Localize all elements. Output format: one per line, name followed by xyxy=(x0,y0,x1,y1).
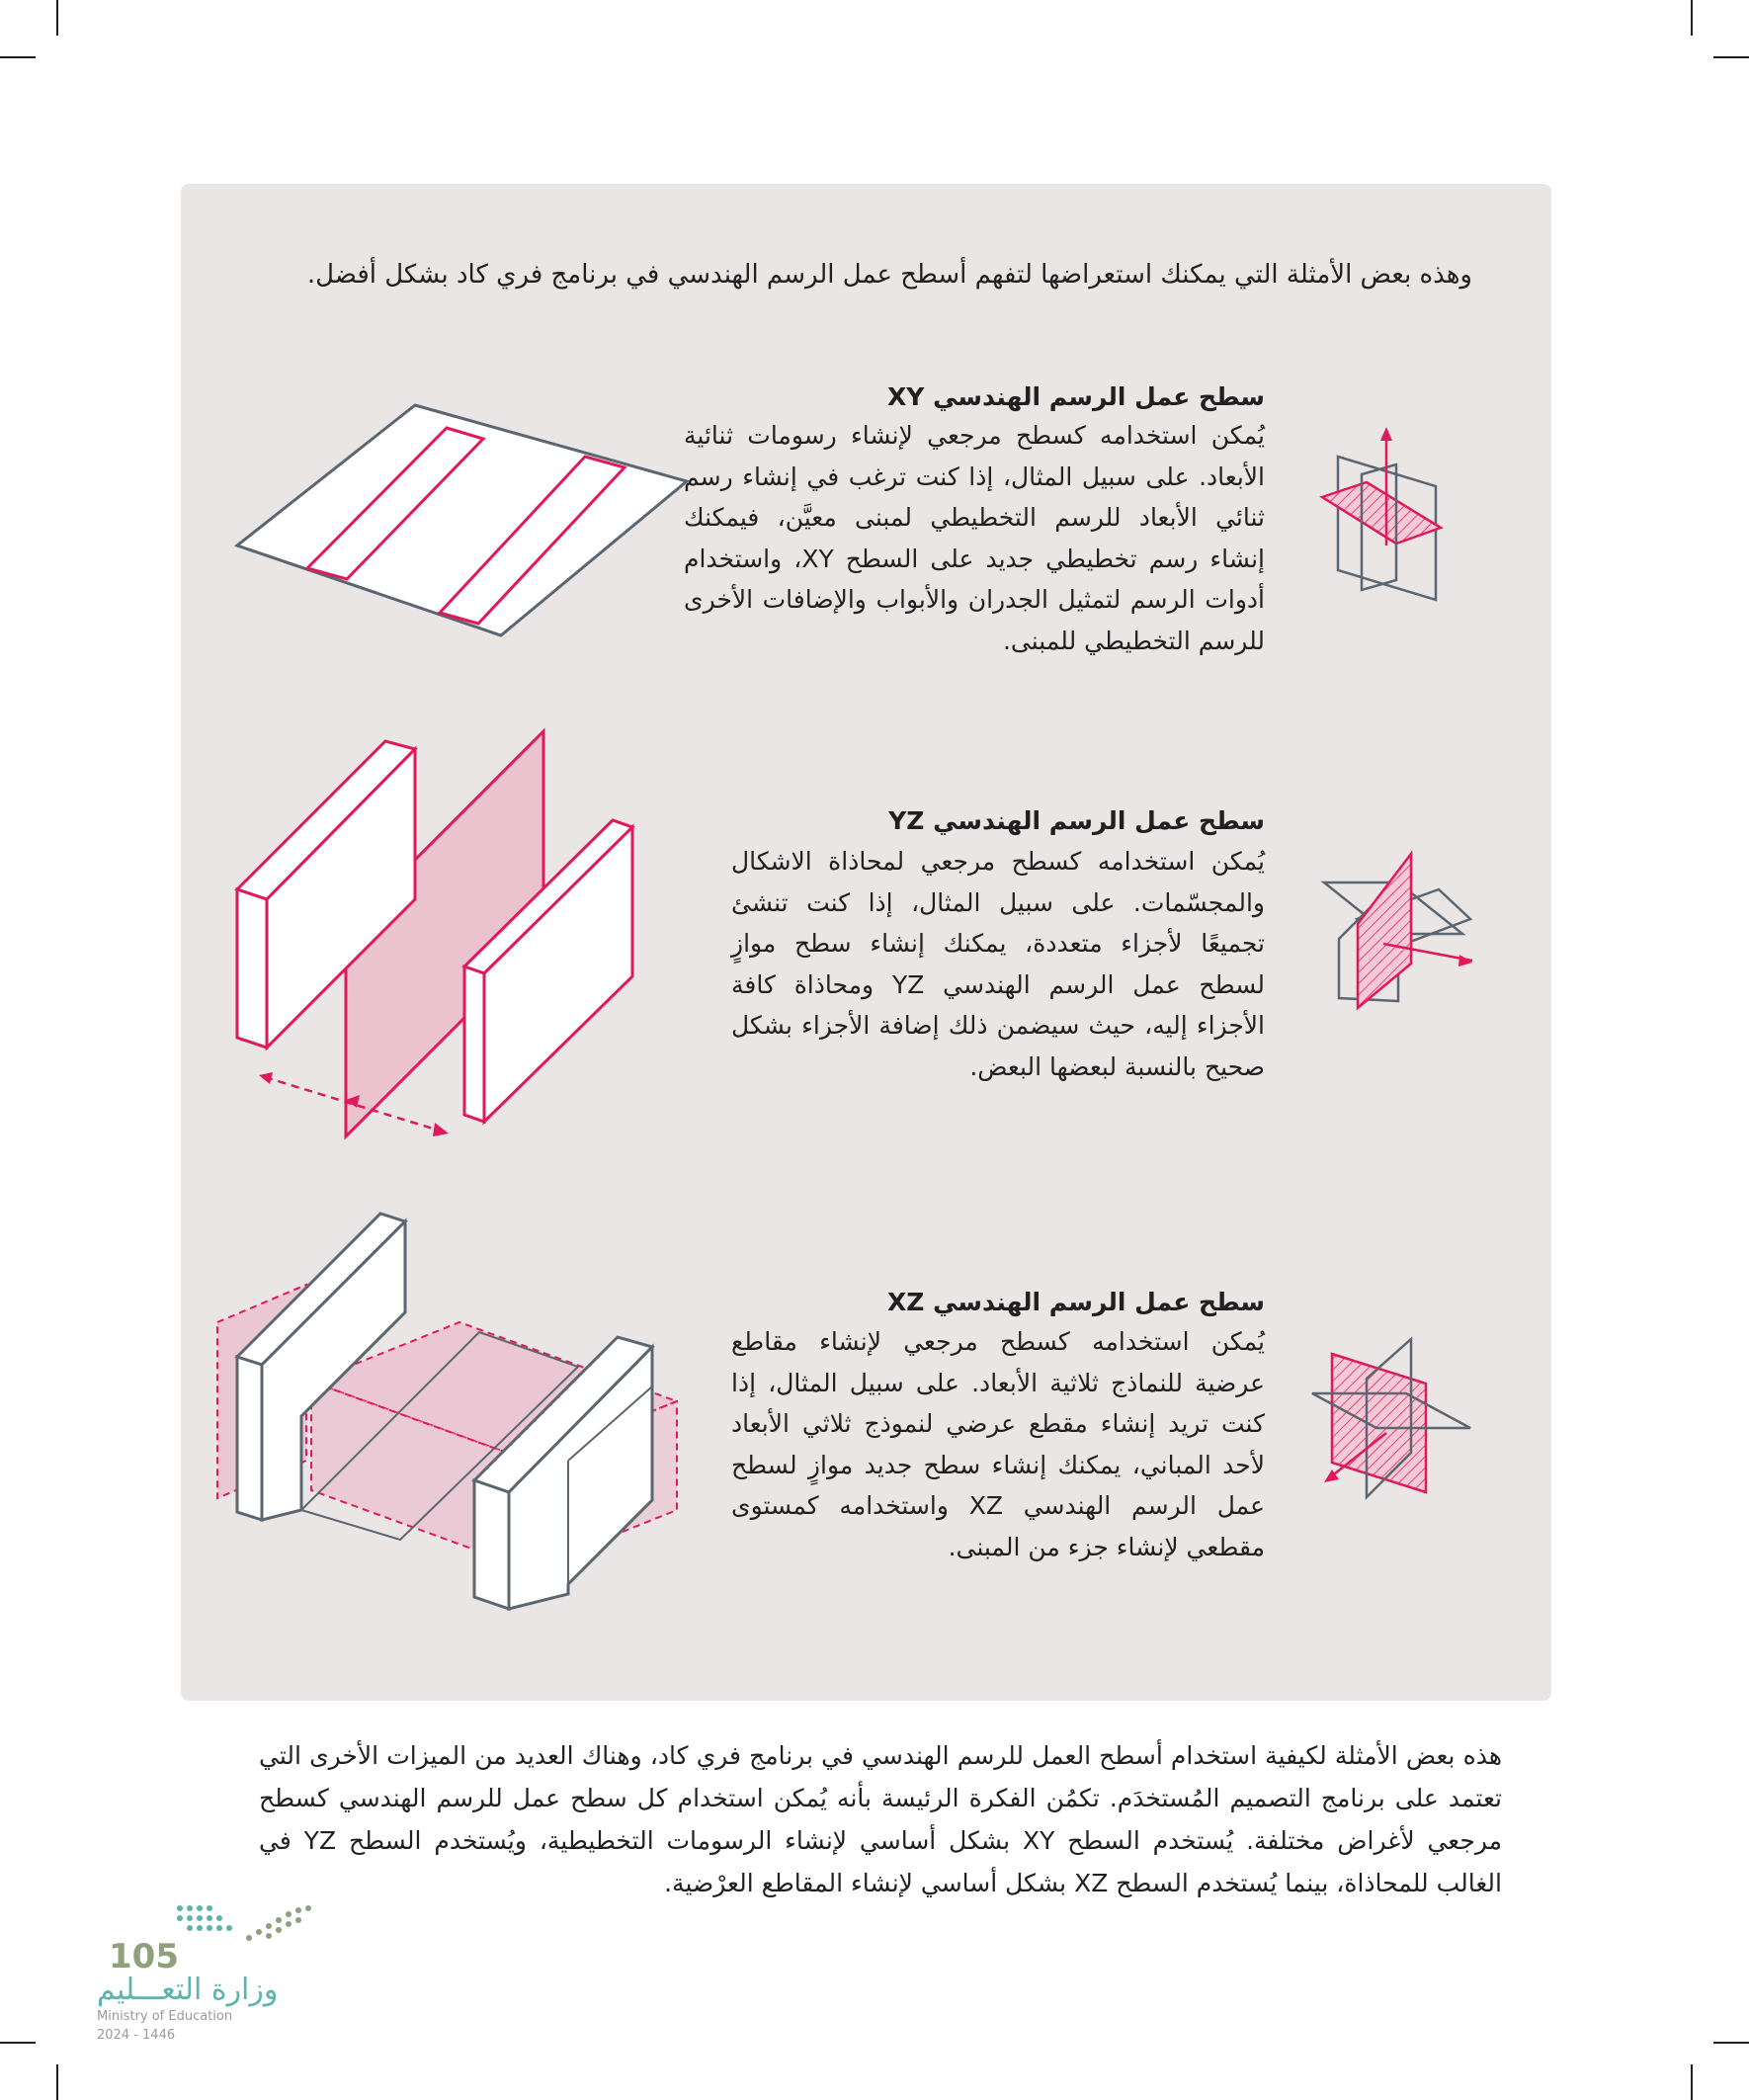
xy-section-title: سطح عمل الرسم الهندسي XY xyxy=(887,382,1265,411)
intro-paragraph: وهذه بعض الأمثلة التي يمكنك استعراضها لتفهم أسطح عمل الرسم الهندسي في برنامج فري كاد بشكل أفضل. xyxy=(306,260,1472,290)
xz-plane-icon xyxy=(1312,1334,1480,1502)
xz-section-body: يُمكن استخدامه كسطح مرجعي لإنشاء مقاطع عرضية للنماذج ثلاثية الأبعاد. على سبيل المثال، إذا كنت تريد إنشاء مقطع عرضي لنموذج ثلاثي الأبعاد لأحد المباني، يمكنك إنشاء سطح جديد موازٍ لسطح عمل الرسم الهندسي XZ واستخدامه كمستوى مقطعي لإنشاء جزء من المبنى. xyxy=(731,1327,1266,1561)
yz-plane-icon xyxy=(1324,850,1492,1018)
crop-mark xyxy=(1691,2064,1693,2100)
ministry-name-english: Ministry of Education xyxy=(97,2009,233,2024)
crop-mark xyxy=(1691,0,1693,36)
crop-mark xyxy=(0,56,36,58)
ministry-logo-dots xyxy=(174,1902,322,1947)
yz-section-title: سطح عمل الرسم الهندسي YZ xyxy=(888,806,1265,835)
xz-section-illustration xyxy=(212,1214,677,1619)
yz-section-body: يُمكن استخدامه كسطح مرجعي لمحاذاة الاشكال والمجسّمات. على سبيل المثال، إذا كنت تنشئ تجميعًا لأجزاء متعددة، يمكنك إنشاء سطح موازٍ لسطح عمل الرسم الهندسي YZ ومحاذاة كافة الأجزاء إليه، حيث سيضمن ذلك إضافة الأجزاء بشكل صحيح بالنسبة لبعضها البعض. xyxy=(731,847,1265,1081)
xy-section-body: يُمكن استخدامه كسطح مرجعي لإنشاء رسومات ثنائية الأبعاد. على سبيل المثال، إذا كنت ترغب في إنشاء رسم ثنائي الأبعاد للرسم التخطيطي لمبنى معيَّن، فيمكنك إنشاء رسم تخطيطي جديد على السطح XY، واستخدام أدوات الرسم لتمثيل الجدران والأبواب والإضافات الأخرى للرسم التخطيطي للمبنى. xyxy=(684,421,1265,655)
summary-paragraph: هذه بعض الأمثلة لكيفية استخدام أسطح العمل للرسم الهندسي في برنامج فري كاد، وهناك العديد من الميزات الأخرى التي تعتمد على برنامج التصميم المُستخدَم. تكمُن الفكرة الرئيسة بأنه يُمكن استخدام كل سطح عمل للرسم الهندسي كسطح مرجعي لأغراض مختلفة. يُستخدم السطح XY بشكل أساسي لإنشاء الرسومات التخطيطية، ويُستخدم السطح YZ في الغالب للمحاذاة، بينما يُستخدم السطح XZ بشكل أساسي لإنشاء المقاطع العرْضية. xyxy=(259,1741,1502,1897)
page-number: 105 xyxy=(109,1937,179,1976)
crop-mark xyxy=(0,2042,36,2044)
xy-plane-icon xyxy=(1302,427,1470,615)
yz-align-illustration xyxy=(237,731,652,1136)
crop-mark xyxy=(1713,2042,1749,2044)
crop-mark xyxy=(56,2064,58,2100)
xz-section-title: سطح عمل الرسم الهندسي XZ xyxy=(886,1288,1265,1316)
crop-mark xyxy=(1713,56,1749,58)
crop-mark xyxy=(56,0,58,36)
xy-sketch-illustration xyxy=(237,400,692,657)
ministry-name-arabic: وزارة التعـــليم xyxy=(97,1973,279,2007)
ministry-year: 2024 - 1446 xyxy=(97,2028,176,2043)
